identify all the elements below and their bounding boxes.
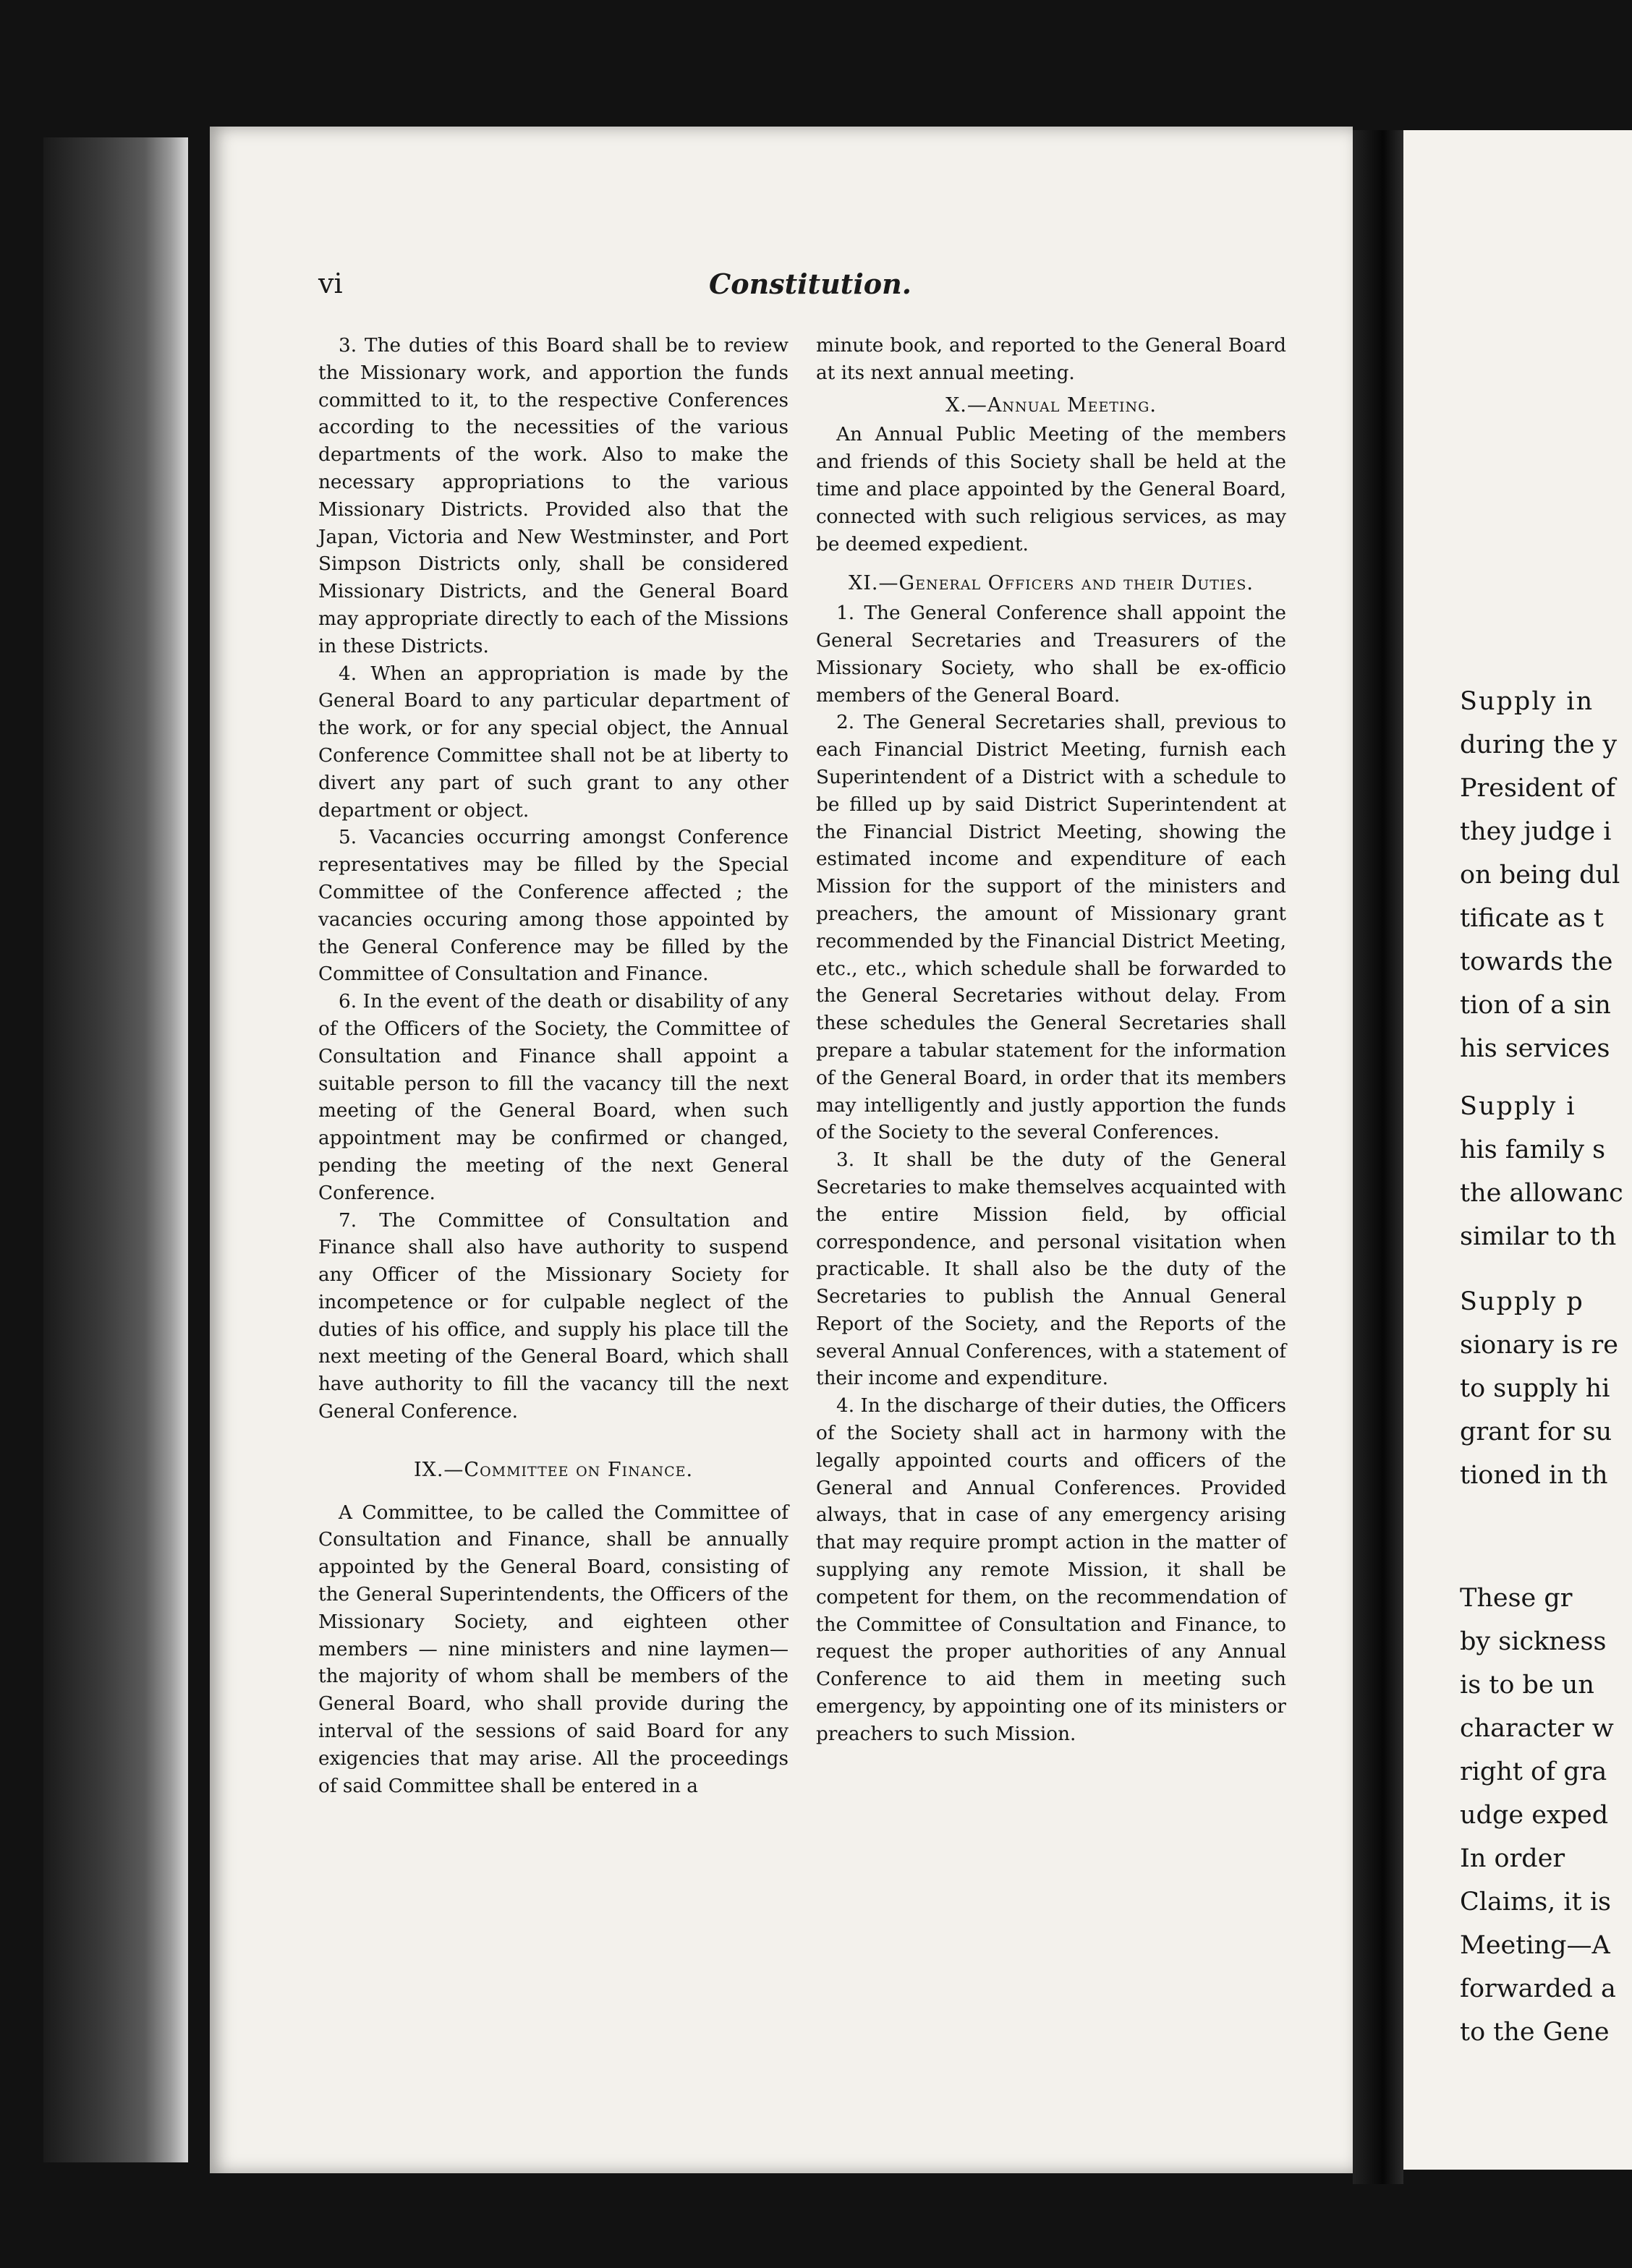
paragraph: 5. Vacancies occurring amongst Conference representatives may be filled by the Special Committee of the Conference affected ; the vacancies occuring among those appointed by the General Conference may be filled by the Committee of Consultation and Finance. <box>318 827 789 986</box>
book-gutter <box>1353 130 1403 2184</box>
text-line: to supply hi <box>1460 1374 1610 1403</box>
paragraph: A Committee, to be called the Committee of Consultation and Finance, shall be annually appointed by the General Board, consisting of the General Superintendents, the Officers of the Missionary Society, and eighteen other members — nine ministers and nine laymen—the majority of whom shall be members of the General Board, who shall provide during the interval of the sessions of said Board for any exigencies that may arise. All the proceedings of said Committee shall be entered in a <box>318 1501 789 1797</box>
text-line: sionary is re <box>1460 1331 1618 1360</box>
paragraph: An Annual Public Meeting of the members and friends of this Society shall be held at the time and place appointed by the General Board, connected with such religious services, as may be deemed expedient. <box>816 424 1286 555</box>
text-line: to the Gene <box>1460 2018 1610 2047</box>
text-line: tificate as t <box>1460 904 1604 933</box>
text-line: Meeting—A <box>1460 1931 1610 1960</box>
left-text-column <box>318 333 789 1800</box>
paragraph: 6. In the event of the death or disability of any of the Officers of the Society, the Committee of Consultation and Finance shall appoint a suitable person to fill the vacancy till the next meeting of the General Board, when such appointment may be confirmed or changed, pending the meeting of the next General Conference. <box>318 991 789 1204</box>
page-number: vi <box>318 268 343 299</box>
text-line: These gr <box>1460 1584 1573 1613</box>
running-title: Constitution. <box>709 268 911 300</box>
text-line: In order <box>1460 1844 1565 1873</box>
text-line: Supply i <box>1460 1092 1576 1121</box>
text-line: Supply in <box>1460 687 1594 716</box>
paragraph: 1. The General Conference shall appoint the General Secretaries and Treasurers of the Missionary Society, who shall be ex-officio members of the General Board. <box>816 602 1286 707</box>
text-line: on being dul <box>1460 861 1620 890</box>
text-line: Supply p <box>1460 1287 1584 1316</box>
text-line: by sickness <box>1460 1627 1607 1656</box>
text-line: grant for su <box>1460 1418 1612 1446</box>
text-line: President of <box>1460 774 1616 803</box>
text-line: udge exped <box>1460 1801 1609 1830</box>
paragraph: 3. The duties of this Board shall be to review the Missionary work, and apportion the funds committed to it, to the respective Conferences according to the necessities of the various departments of the work. Also to make the necessary appropriations to the various Missionary Districts. Provided also that the Japan, Victoria and New Westminster, and Port Simpson Districts only, shall be considered Missionary Districts, and the General Board may appropriate directly to each of the Missions in these Districts. <box>318 335 789 657</box>
text-line: towards the <box>1460 947 1613 976</box>
paragraph: 4. In the discharge of their duties, the Officers of the Society shall act in harmony with the legally appointed courts and officers of the General and Annual Conferences. Provided always, that in case of any emergency arising that may require prompt action in the matter of supplying any remote Mission, it shall be competent for them, on the recommendation of the Committee of Consultation and Finance, to request the proper authorities of any Annual Conference to aid them in meeting such emergency, by appointing one of its ministers or preachers to such Mission. <box>816 1395 1286 1745</box>
text-line: his services <box>1460 1034 1610 1063</box>
section-heading: X.—Annual Meeting. <box>945 393 1157 417</box>
text-line: is to be un <box>1460 1671 1594 1700</box>
text-line: during the y <box>1460 730 1618 759</box>
right-page-fragment-group <box>1460 1577 1632 2054</box>
text-line: Claims, it is <box>1460 1888 1611 1917</box>
page-header <box>318 268 1288 318</box>
text-line: right of gra <box>1460 1757 1607 1786</box>
paragraph: 7. The Committee of Consultation and Finance shall also have authority to suspend any Officer of the Missionary Society for incompetence or for culpable neglect of the duties of his office, and supply his place till the next meeting of the General Board, which shall have authority to fill the vacancy till the next General Conference. <box>318 1209 789 1423</box>
text-line: similar to th <box>1460 1222 1617 1251</box>
text-line: tioned in th <box>1460 1461 1608 1490</box>
section-heading: IX.—Committee on Finance. <box>413 1458 694 1481</box>
text-line: tion of a sin <box>1460 991 1611 1020</box>
paragraph: 3. It shall be the duty of the General Secretaries to make themselves acquainted with the entire Mission field, by official correspondence, and personal visitation when practicable. It shall also be the duty of the Secretaries to publish the Annual General Report of the Society, and the Reports of the several Annual Conferences, with a statement of their income and expenditure. <box>816 1149 1286 1390</box>
right-text-column <box>816 333 1286 1749</box>
section-heading: XI.—General Officers and their Duties. <box>849 572 1254 595</box>
text-line: the allowanc <box>1460 1179 1623 1208</box>
right-page-fragment-group <box>1460 1085 1632 1258</box>
paragraph: minute book, and reported to the General Board at its next annual meeting. <box>816 335 1286 384</box>
text-line: character w <box>1460 1714 1614 1743</box>
text-line: forwarded a <box>1460 1974 1616 2003</box>
paragraph: 2. The General Secretaries shall, previous to each Financial District Meeting, furnish each Superintendent of a District with a schedule to be filled up by said District Superintendent at the Financial District Meeting, showing the estimated income and expenditure of each Mission for the support of the ministers and preachers, the amount of Missionary grant recommended by the Financial District Meeting, etc., etc., which schedule shall be forwarded to the General Secretaries without delay. From these schedules the General Secretaries shall prepare a tabular statement for the information of the General Board, in order that its members may intelligently and justly apportion the funds of the Society to the several Conferences. <box>816 712 1286 1144</box>
text-line: they judge i <box>1460 817 1612 846</box>
right-page-fragment-group <box>1460 680 1632 1070</box>
right-page-fragment-group <box>1460 1280 1632 1497</box>
book-edge <box>43 137 188 2162</box>
text-line: his family s <box>1460 1135 1606 1164</box>
paragraph: 4. When an appropriation is made by the General Board to any particular department of the work, or for any special object, the Annual Conference Committee shall not be at liberty to divert any part of such grant to any other department or object. <box>318 662 789 822</box>
